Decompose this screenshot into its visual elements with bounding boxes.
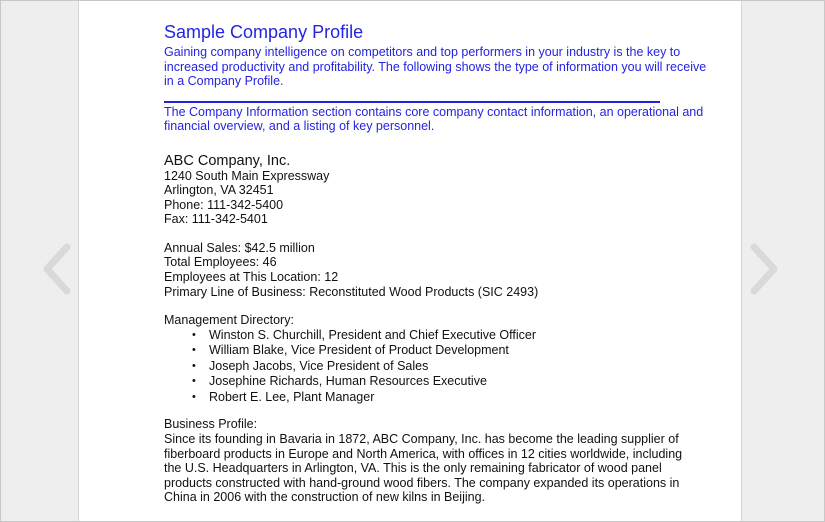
page-title: Sample Company Profile bbox=[164, 22, 364, 42]
list-item: • William Blake, Vice President of Product Development bbox=[209, 343, 739, 359]
primary-line-of-business: Primary Line of Business: Reconstituted Wood Products (SIC 2493) bbox=[164, 284, 539, 299]
management-list bbox=[164, 328, 739, 406]
company-name: ABC Company, Inc. bbox=[164, 152, 291, 169]
address-line-1: 1240 South Main Expressway bbox=[164, 168, 330, 183]
company-address bbox=[164, 169, 739, 227]
next-page-button[interactable] bbox=[744, 241, 784, 297]
management-directory bbox=[164, 313, 739, 405]
section-divider bbox=[164, 101, 660, 103]
total-employees: Total Employees: 46 bbox=[164, 255, 277, 270]
document-page bbox=[78, 1, 742, 522]
fax-number: Fax: 111-342-5401 bbox=[164, 212, 268, 227]
list-item: • Robert E. Lee, Plant Manager bbox=[209, 390, 739, 406]
management-heading: Management Directory: bbox=[164, 313, 294, 328]
list-item: • Josephine Richards, Human Resources Executive bbox=[209, 374, 739, 390]
financial-overview bbox=[164, 241, 739, 299]
business-profile-line: products constructed with hand-ground wood fibers. The company expanded its operations in bbox=[164, 475, 680, 490]
business-profile bbox=[164, 417, 739, 505]
business-profile-line: fiberboard products in Europe and North America, with offices in 12 cities worldwide, including bbox=[164, 446, 683, 461]
previous-page-button[interactable] bbox=[37, 241, 77, 297]
chevron-right-icon bbox=[744, 241, 784, 297]
list-item: • Joseph Jacobs, Vice President of Sales bbox=[209, 359, 739, 375]
business-profile-line: the U.S. Headquarters in Arlington, VA. This is the only remaining fabricator of wood panel bbox=[164, 461, 662, 476]
business-profile-line: Since its founding in Bavaria in 1872, ABC Company, Inc. has become the leading supplier of bbox=[164, 431, 679, 446]
phone-number: Phone: 111-342-5400 bbox=[164, 197, 284, 212]
intro-paragraph: Gaining company intelligence on competitors and top performers in your industry is the key to increased productivity and profitability. The following shows the type of information you will receive in a Company Profile. bbox=[164, 45, 707, 88]
section-note: The Company Information section contains core company contact information, an operational and financial overview, and a listing of key personnel. bbox=[164, 104, 704, 133]
business-profile-heading: Business Profile: bbox=[164, 417, 258, 432]
annual-sales: Annual Sales: $42.5 million bbox=[164, 240, 315, 255]
chevron-left-icon bbox=[37, 241, 77, 297]
employees-at-location: Employees at This Location: 12 bbox=[164, 270, 339, 285]
business-profile-line: China in 2006 with the construction of new kilns in Beijing. bbox=[164, 490, 486, 505]
address-line-2: Arlington, VA 32451 bbox=[164, 183, 274, 198]
list-item: • Winston S. Churchill, President and Chief Executive Officer bbox=[209, 328, 739, 344]
page-content bbox=[164, 21, 739, 505]
